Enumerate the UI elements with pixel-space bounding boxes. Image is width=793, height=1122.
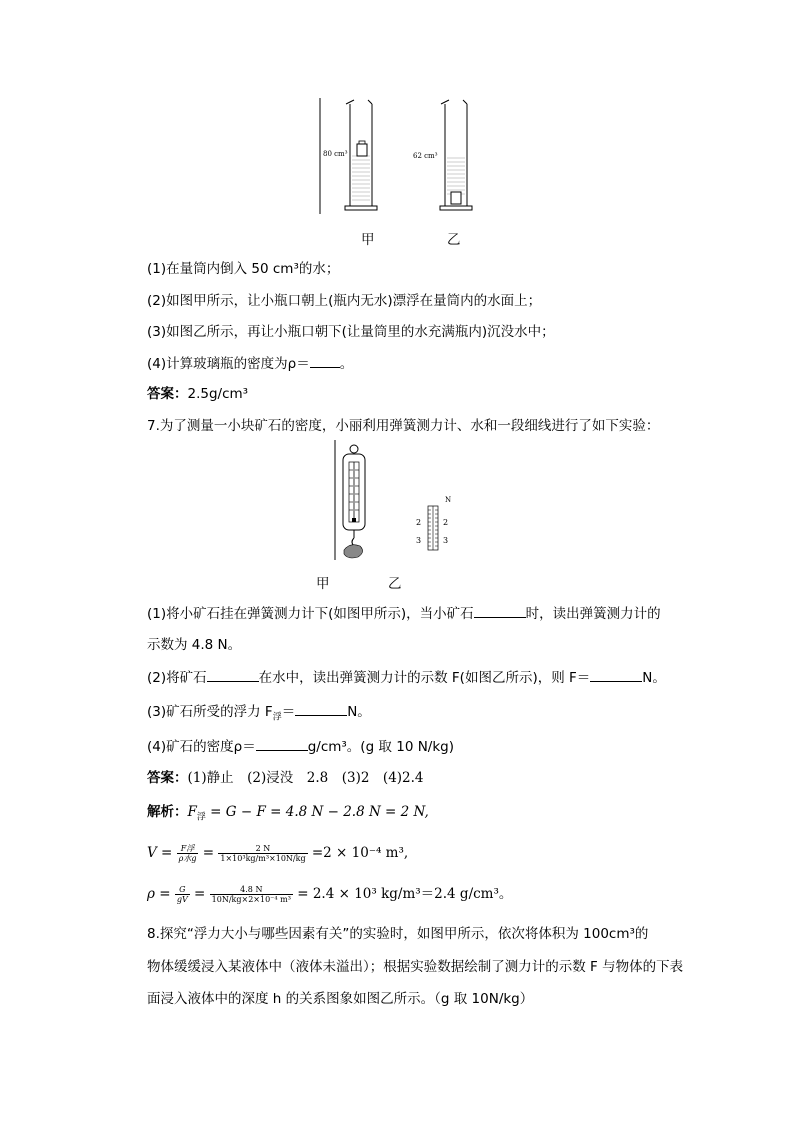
- equals: =: [198, 845, 219, 861]
- cylinder-figure: [310, 98, 490, 220]
- answer-label: 答案：: [147, 770, 188, 786]
- eq1-subscript: 浮: [196, 812, 206, 823]
- answer-blank[interactable]: [590, 668, 642, 682]
- cylinder-a-label: 80 cm³: [323, 150, 348, 158]
- q7-part-4-text: (4)矿石的密度ρ＝: [147, 739, 256, 755]
- q7-part-4-end: g/cm³。(g 取 10 N/kg): [307, 739, 454, 755]
- q7-part-1-end: 时，读出弹簧测力计的: [525, 606, 661, 622]
- q7-part-2-text: (2)将矿石: [147, 670, 207, 686]
- q6-step-1: (1)在量筒内倒入 50 cm³的水；: [147, 261, 340, 277]
- q7-part-1-line2: 示数为 4.8 N。: [147, 637, 242, 653]
- analysis-label: 解析：: [147, 804, 188, 820]
- answer-blank[interactable]: [256, 737, 308, 751]
- q7-part-1: [147, 604, 661, 623]
- figure1-caption-a: 甲: [361, 232, 375, 248]
- fraction: $\frac{G}{gV}$: [176, 885, 188, 904]
- q7-part-3-eq: ＝: [281, 704, 296, 720]
- q7-equation-volume: [147, 840, 408, 866]
- q6-step-2: (2)如图甲所示，让小瓶口朝上(瓶内无水)漂浮在量筒内的水面上；: [147, 293, 542, 309]
- q7-part-3: [147, 702, 371, 727]
- answer-blank[interactable]: [310, 354, 340, 368]
- eq2-lhs: V =: [147, 845, 177, 861]
- answer-blank[interactable]: [295, 702, 347, 716]
- scale-unit-label: N: [445, 496, 452, 504]
- eq2-result: =2 × 10⁻⁴ m³,: [307, 845, 409, 861]
- q6-step-4-end: 。: [339, 356, 354, 372]
- eq3-lhs: ρ =: [147, 886, 175, 902]
- q7-part-3-text: (3)矿石所受的浮力 F: [147, 704, 273, 720]
- equals: =: [189, 886, 210, 902]
- tick-2-right: 2: [443, 518, 449, 527]
- buoyancy-subscript: 浮: [272, 712, 282, 723]
- q8-line-3: 面浸入液体中的深度 h 的关系图象如图乙所示。（g 取 10N/kg）: [147, 991, 534, 1007]
- q7-part-4: [147, 737, 454, 756]
- answer-value: 2.5g/cm³: [187, 386, 249, 402]
- figure1-caption-b: 乙: [447, 232, 461, 248]
- eq1-symbol: F: [187, 804, 197, 820]
- q7-stem: 7.为了测量一小块矿石的密度，小丽利用弹簧测力计、水和一段细线进行了如下实验：: [147, 418, 660, 434]
- q7-part-2-mid: 在水中，读出弹簧测力计的示数 F(如图乙所示)，则 F＝: [258, 670, 591, 686]
- tick-3-left: 3: [416, 536, 422, 545]
- q6-answer: [147, 385, 248, 403]
- cylinder-b: [413, 100, 472, 210]
- answer-value: (1)静止 (2)浸没 2.8 (3)2 (4)2.4: [187, 770, 424, 786]
- tick-2-left: 2: [416, 518, 422, 527]
- q6-step-4: [147, 354, 353, 373]
- cylinder-a: [323, 100, 377, 210]
- fraction: $\frac{4.8 N}{\text{10N/kg×2×10⁻⁴ m³}}$: [211, 885, 291, 904]
- q7-part-2: [147, 668, 666, 687]
- spring-scale-figure: [330, 440, 470, 565]
- tick-3-right: 3: [443, 536, 449, 545]
- q7-equation-density: [147, 881, 512, 907]
- q8-line-1: 8.探究“浮力大小与哪些因素有关”的实验时，如图甲所示，依次将体积为 100cm³的: [147, 926, 649, 942]
- answer-blank[interactable]: [207, 668, 259, 682]
- q7-answer: [147, 769, 424, 787]
- cylinder-b-label: 62 cm³: [413, 152, 438, 160]
- eq1-body: = G − F = 4.8 N − 2.8 N = 2 N,: [205, 804, 429, 820]
- answer-label: 答案：: [147, 386, 188, 402]
- eq3-result: = 2.4 × 10³ kg/m³＝2.4 g/cm³。: [292, 886, 513, 902]
- answer-blank[interactable]: [474, 604, 526, 618]
- scale-reading-detail: [416, 496, 451, 550]
- figure2-caption-a: 甲: [316, 576, 330, 592]
- q7-part-1-text: (1)将小矿石挂在弹簧测力计下(如图甲所示)，当小矿石: [147, 606, 474, 622]
- q8-line-2: 物体缓缓浸入某液体中（液体未溢出）；根据实验数据绘制了测力计的示数 F 与物体的下表: [147, 959, 684, 975]
- spring-scale: [343, 445, 365, 558]
- fraction: $\frac{\text{F浮}}{\text{ρ水g}}$: [178, 844, 197, 863]
- q7-part-3-end: N。: [347, 704, 371, 720]
- figure2-caption-b: 乙: [388, 576, 402, 592]
- q6-step-4-text: (4)计算玻璃瓶的密度为ρ＝: [147, 356, 310, 372]
- fraction: $\frac{2 N}{\text{1×10³kg/m³×10N/kg}}$: [220, 844, 306, 863]
- q7-analysis: [147, 803, 429, 827]
- q6-step-3: (3)如图乙所示，再让小瓶口朝下(让量筒里的水充满瓶内)沉没水中；: [147, 324, 555, 340]
- q7-part-2-end: N。: [642, 670, 666, 686]
